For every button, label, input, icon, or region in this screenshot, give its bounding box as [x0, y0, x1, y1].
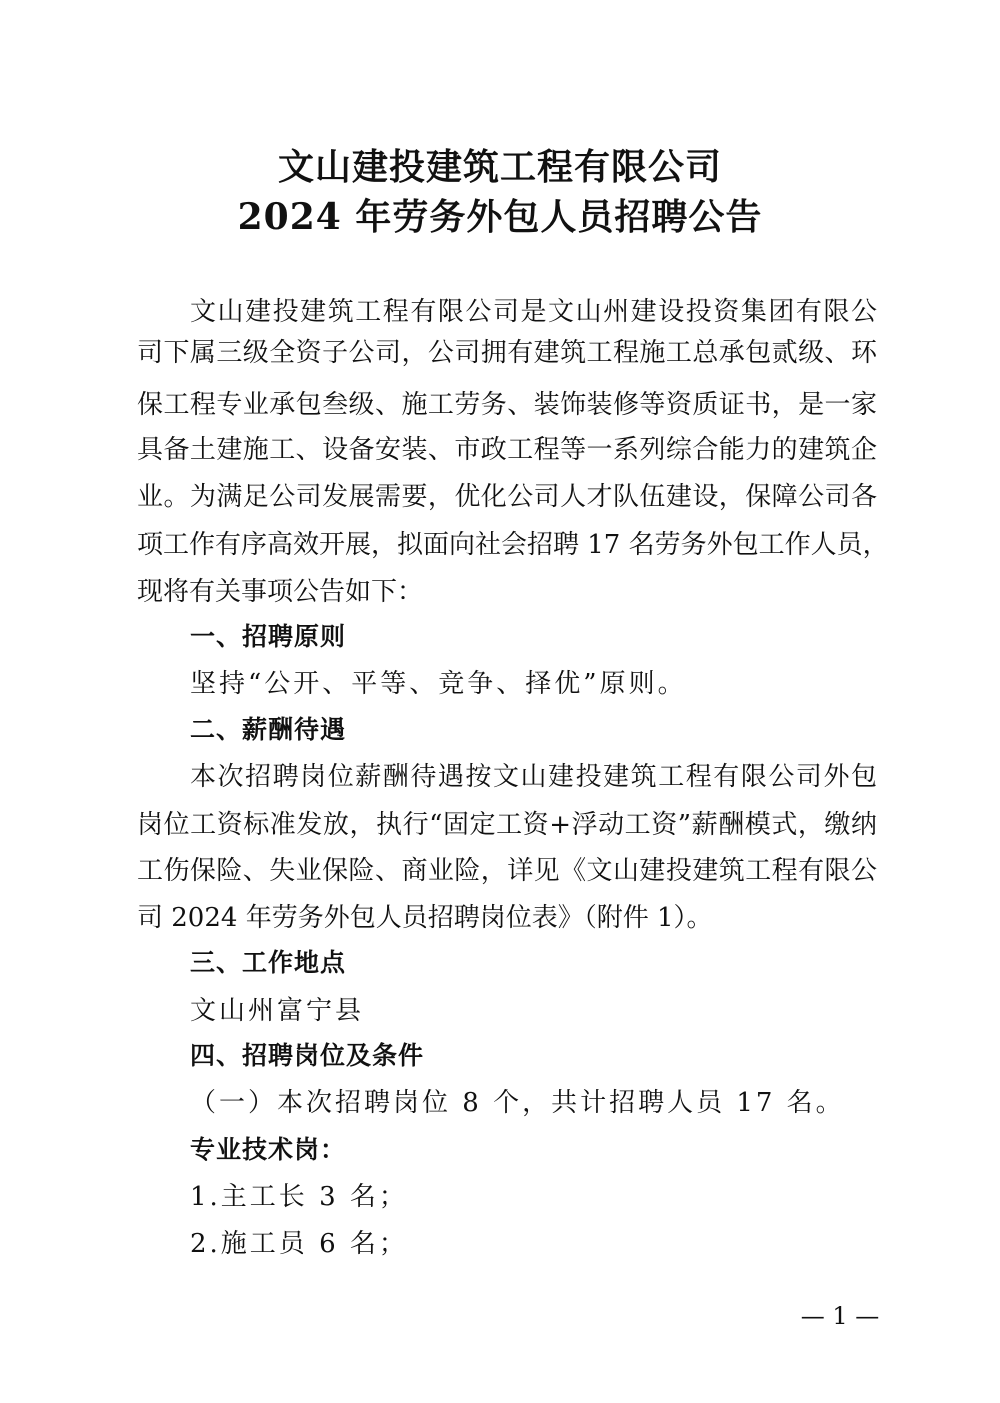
intro-line: 保工程专业承包叁级、施工劳务、装饰装修等资质证书，是一家 — [137, 390, 877, 420]
document-title-line1: 文山建投建筑工程有限公司 — [277, 146, 722, 188]
work-location-text: 文山州富宁县 — [190, 996, 365, 1026]
principles-text: 坚持“公开、平等、竞争、择优”原则。 — [190, 669, 687, 699]
intro-line: 司下属三级全资子公司，公司拥有建筑工程施工总承包贰级、环 — [137, 338, 877, 368]
page-number: — 1 — — [800, 1302, 880, 1330]
compensation-line: 司 2024 年劳务外包人员招聘岗位表》（附件 1）。 — [137, 903, 713, 933]
positions-summary: （一）本次招聘岗位 8 个，共计招聘人员 17 名。 — [190, 1088, 845, 1118]
intro-line: 现将有关事项公告如下： — [137, 577, 424, 607]
document-title-line2: 2024 年劳务外包人员招聘公告 — [237, 196, 763, 238]
section-heading-positions: 四、招聘岗位及条件 — [190, 1041, 425, 1070]
section-heading-work-location: 三、工作地点 — [190, 948, 347, 977]
position-item: 2.施工员 6 名； — [190, 1229, 408, 1259]
professional-technical-heading: 专业技术岗： — [190, 1135, 347, 1164]
intro-line: 业。为满足公司发展需要，优化公司人才队伍建设，保障公司各 — [137, 482, 877, 512]
intro-line: 文山建投建筑工程有限公司是文山州建设投资集团有限公 — [190, 297, 877, 327]
compensation-line: 工伤保险、失业保险、商业险，详见《文山建投建筑工程有限公 — [137, 856, 877, 886]
compensation-line: 岗位工资标准发放，执行“固定工资+浮动工资”薪酬模式，缴纳 — [137, 810, 877, 840]
intro-line: 具备土建施工、设备安装、市政工程等一系列综合能力的建筑企 — [137, 435, 877, 465]
compensation-line: 本次招聘岗位薪酬待遇按文山建投建筑工程有限公司外包 — [190, 762, 877, 792]
section-heading-principles: 一、招聘原则 — [190, 622, 347, 651]
intro-line: 项工作有序高效开展，拟面向社会招聘 17 名劳务外包工作人员， — [137, 530, 889, 560]
position-item: 1.主工长 3 名； — [190, 1182, 408, 1212]
section-heading-compensation: 二、薪酬待遇 — [190, 715, 347, 744]
